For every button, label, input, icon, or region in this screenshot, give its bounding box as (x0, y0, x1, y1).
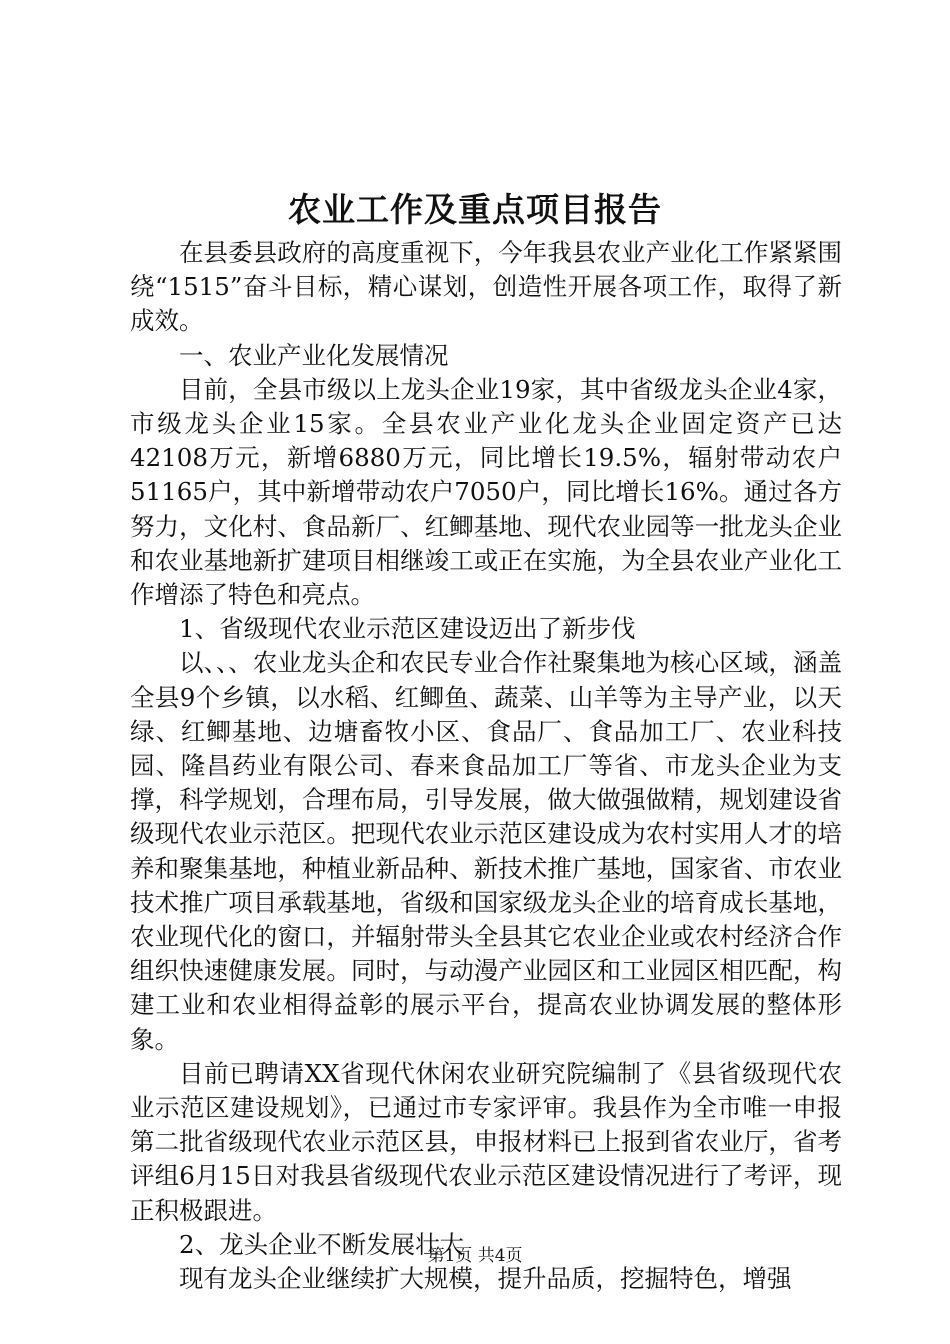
section-heading-1: 一、农业产业化发展情况 (179, 340, 449, 370)
subsection-heading-1: 1、省级现代农业示范区建设迈出了新步伐 (179, 614, 636, 644)
intro-paragraph: 在县委县政府的高度重视下，今年我县农业产业化工作紧紧围绕“1515”奋斗目标，精心谋划，创造性开展各项工作，取得了新成效。 (130, 238, 842, 336)
subsection-heading-2: 2、龙头企业不断发展壮大 (179, 1229, 465, 1259)
body-paragraph: 现有龙头企业继续扩大规模，提升品质，挖掘特色，增强 (179, 1264, 792, 1294)
document-title: 农业工作及重点项目报告 (288, 190, 662, 229)
document-body (130, 236, 842, 1296)
body-paragraph: 目前已聘请XX省现代休闲农业研究院编制了《县省级现代农业示范区建设规划》，已通过市专家评审。我县作为全市唯一申报第二批省级现代农业示范区县，申报材料已上报到省农业厅，省考评组6月15日对我县省级现代农业示范区建设情况进行了考评，现正积极跟进。 (130, 1058, 842, 1225)
body-paragraph: 以、、、农业龙头企和农民专业合作社聚集地为核心区域，涵盖全县9个乡镇，以水稻、红鲫鱼、蔬菜、山羊等为主导产业，以天绿、红鲫基地、边塘畜牧小区、食品厂、食品加工厂、农业科技园、隆昌药业有限公司、春来食品加工厂等省、市龙头企业为支撑，科学规划，合理布局，引导发展，做大做强做精，规划建设省级现代农业示范区。把现代农业示范区建设成为农村实用人才的培养和聚集基地，种植业新品种、新技术推广基地，国家省、市农业技术推广项目承载基地，省级和国家级龙头企业的培育成长基地，农业现代化的窗口，并辐射带头全县其它农业企业或农村经济合作组织快速健康发展。同时，与动漫产业园区和工业园区相匹配，构建工业和农业相得益彰的展示平台，提高农业协调发展的整体形象。 (130, 648, 842, 1054)
body-paragraph: 目前，全县市级以上龙头企业19家，其中省级龙头企业4家，市级龙头企业15家。全县农业产业化龙头企业固定资产已达42108万元，新增6880万元，同比增长19.5%，辐射带动农户51165户，其中新增带动农户7050户，同比增长16%。通过各方努力，文化村、食品新厂、红鲫基地、现代农业园等一批龙头企业和农业基地新扩建项目相继竣工或正在实施，为全县农业产业化工作增添了特色和亮点。 (130, 374, 842, 610)
page-footer: 第1页 共4页 (427, 1246, 523, 1266)
